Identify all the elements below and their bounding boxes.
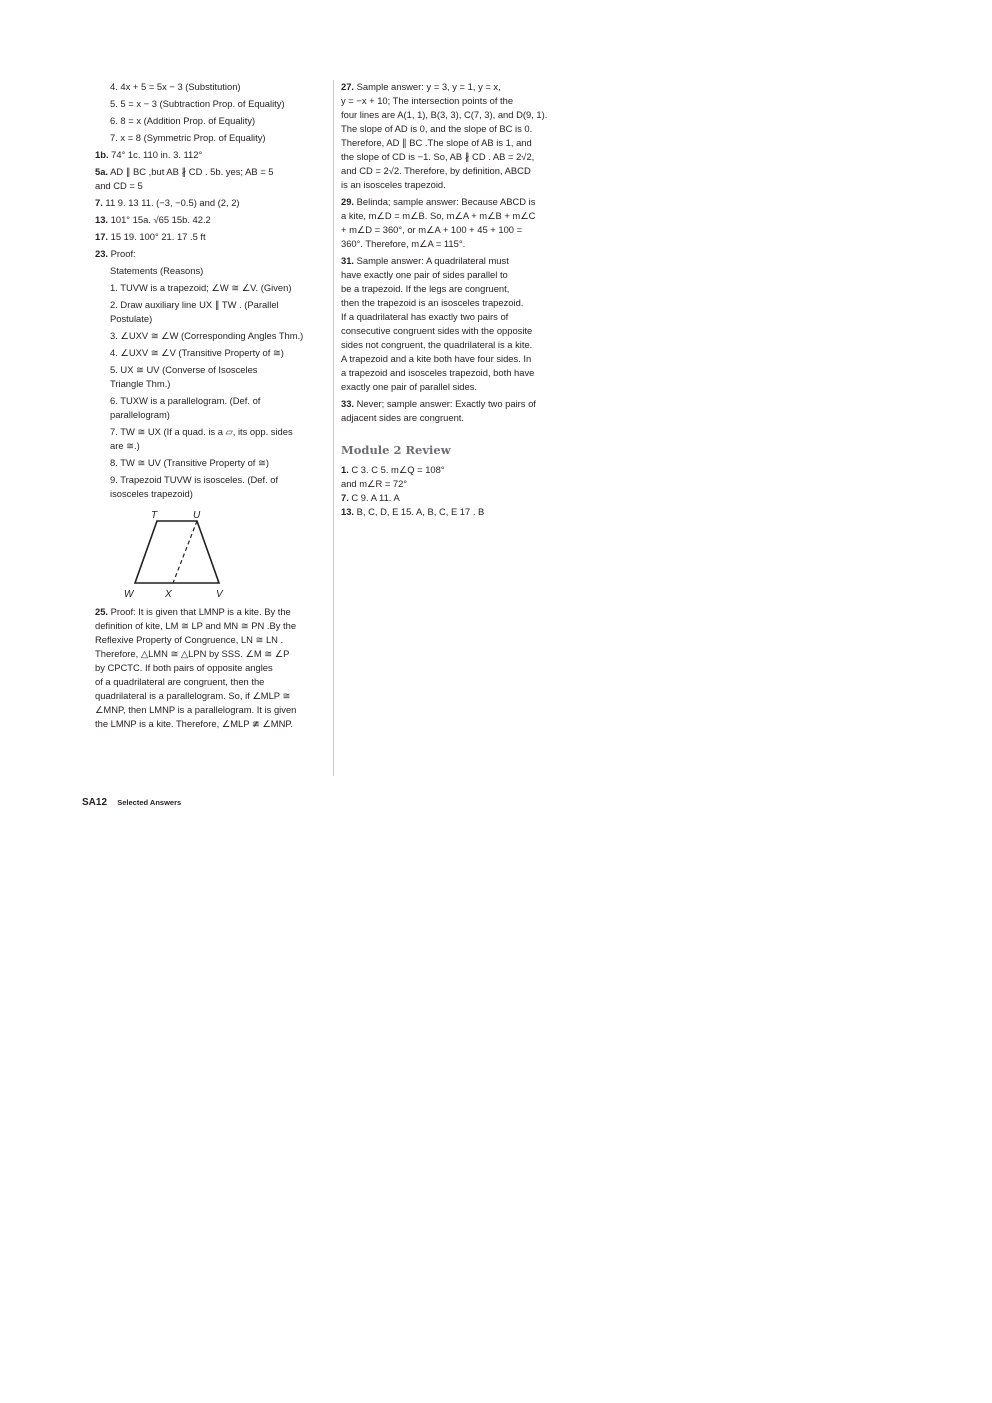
label-t: T — [151, 510, 158, 521]
answer-25-line: 25. Proof: It is given that LMNP is a kite. By the — [95, 606, 291, 617]
answer-23: 23. Proof: — [95, 248, 136, 259]
answer-25-line: of a quadrilateral are congruent, then the — [95, 676, 265, 687]
answer-5a: 5a. AD ∥ BC ,but AB ∦ CD . 5b. yes; AB = 5 — [95, 166, 274, 177]
proof-line: are ≅.) — [110, 440, 140, 451]
answer-27-line: is an isosceles trapezoid. — [341, 179, 446, 190]
module-review-heading: Module 2 Review — [341, 443, 451, 457]
trapezoid-diagram — [115, 507, 235, 599]
answer-29-line: 360°. Therefore, m∠A = 115°. — [341, 238, 466, 249]
answer-13: 13. 101° 15a. √65 15b. 42.2 — [95, 214, 211, 225]
answer-27-line: and CD = 2√2. Therefore, by definition, ABCD — [341, 165, 531, 176]
proof-line: parallelogram) — [110, 409, 170, 420]
answer-27-line: the slope of CD is −1. So, AB ∦ CD . AB = 2√2, — [341, 151, 535, 162]
answer-31-line: then the trapezoid is an isosceles trapezoid. — [341, 297, 524, 308]
answer-25-line: quadrilateral is a parallelogram. So, if ∠MLP ≅ — [95, 690, 291, 701]
proof-line: 6. TUXW is a parallelogram. (Def. of — [110, 395, 261, 406]
answer-27-line: The slope of AD is 0, and the slope of BC is 0. — [341, 123, 533, 134]
answer-33-line: 33. Never; sample answer: Exactly two pairs of — [341, 398, 536, 409]
proof-line: Postulate) — [110, 313, 153, 324]
answer-27-line: 27. Sample answer: y = 3, y = 1, y = x, — [341, 81, 501, 92]
answer-31-line: a trapezoid and isosceles trapezoid, both have — [341, 367, 535, 378]
answer-7: 7. 11 9. 13 11. (−3, −0.5) and (2, 2) — [95, 197, 240, 208]
right-column — [341, 80, 567, 519]
proof-line: Triangle Thm.) — [110, 378, 171, 389]
answer-25-line: by CPCTC. If both pairs of opposite angles — [95, 662, 273, 673]
answer-31-line: 31. Sample answer: A quadrilateral must — [341, 255, 509, 266]
label-v: V — [216, 589, 223, 599]
review-line: and m∠R = 72° — [341, 478, 408, 489]
review-line: 7. C 9. A 11. A — [341, 492, 400, 503]
answer-25-line: definition of kite, LM ≅ LP and MN ≅ PN .By the — [95, 620, 297, 631]
answer-17: 17. 15 19. 100° 21. 17 .5 ft — [95, 231, 206, 242]
proof-line: 8. TW ≅ UV (Transitive Property of ≅) — [110, 457, 269, 468]
proof-line: 4. ∠UXV ≅ ∠V (Transitive Property of ≅) — [110, 347, 284, 358]
proof-line: isosceles trapezoid) — [110, 488, 193, 499]
proof-line: 5. UX ≅ UV (Converse of Isosceles — [110, 364, 258, 375]
label-x: X — [165, 589, 172, 599]
page-number: SA12 — [82, 797, 108, 808]
answer-31-line: If a quadrilateral has exactly two pairs of — [341, 311, 509, 322]
answer-29-line: a kite, m∠D = m∠B. So, m∠A + m∠B + m∠C — [341, 210, 536, 221]
answer-25-line: Reflexive Property of Congruence, LN ≅ LN . — [95, 634, 284, 645]
answer-31-line: be a trapezoid. If the legs are congruent, — [341, 283, 510, 294]
answer-27-line: four lines are A(1, 1), B(3, 3), C(7, 3), and D(9, 1). — [341, 109, 548, 120]
proof-line: 7. TW ≅ UX (If a quad. is a ▱, its opp. sides — [110, 426, 293, 437]
left-column — [95, 80, 331, 731]
answer-31-line: have exactly one pair of sides parallel to — [341, 269, 508, 280]
answer-31-line: consecutive congruent sides with the opposite — [341, 325, 533, 336]
answer-25-line: Therefore, △LMN ≅ △LPN by SSS. ∠M ≅ ∠P — [95, 648, 290, 659]
answer-27-line: Therefore, AD ∥ BC .The slope of AB is 1, and — [341, 137, 532, 148]
label-w: W — [124, 589, 134, 599]
proof-line: 9. Trapezoid TUVW is isosceles. (Def. of — [110, 474, 279, 485]
answer-25-line: ∠MNP, then LMNP is a parallelogram. It is given — [95, 704, 297, 715]
answer-29-line: 29. Belinda; sample answer: Because ABCD is — [341, 196, 536, 207]
proof-step-6: 6. 8 = x (Addition Prop. of Equality) — [110, 115, 256, 126]
page-footer — [82, 797, 181, 809]
label-u: U — [193, 510, 201, 521]
proof-line: 2. Draw auxiliary line UX ∥ TW . (Parallel — [110, 299, 279, 310]
answer-31-line: exactly one pair of parallel sides. — [341, 381, 478, 392]
answer-5a-cont: and CD = 5 — [95, 180, 143, 191]
review-line: 13. B, C, D, E 15. A, B, C, E 17 . B — [341, 506, 485, 517]
column-divider — [333, 80, 334, 776]
proof-line: 3. ∠UXV ≅ ∠W (Corresponding Angles Thm.) — [110, 330, 304, 341]
footer-title: Selected Answers — [117, 798, 182, 807]
answer-1b: 1b. 74° 1c. 110 in. 3. 112° — [95, 149, 203, 160]
proof-step-4: 4. 4x + 5 = 5x − 3 (Substitution) — [110, 81, 241, 92]
answer-33-line: adjacent sides are congruent. — [341, 412, 464, 423]
auxiliary-line-ux — [173, 521, 197, 583]
proof-step-5: 5. 5 = x − 3 (Subtraction Prop. of Equality) — [110, 98, 285, 109]
answer-29-line: + m∠D = 360°, or m∠A + 100 + 45 + 100 = — [341, 224, 523, 235]
proof-step-7: 7. x = 8 (Symmetric Prop. of Equality) — [110, 132, 266, 143]
answer-27-line: y = −x + 10; The intersection points of the — [341, 95, 514, 106]
proof-header: Statements (Reasons) — [110, 265, 204, 276]
proof-line: 1. TUVW is a trapezoid; ∠W ≅ ∠V. (Given) — [110, 282, 292, 293]
answer-31-line: sides not congruent, the quadrilateral is a kite. — [341, 339, 533, 350]
answer-31-line: A trapezoid and a kite both have four sides. In — [341, 353, 532, 364]
answer-25-line: the LMNP is a kite. Therefore, ∠MLP ≇ ∠MNP. — [95, 718, 294, 729]
review-line: 1. C 3. C 5. m∠Q = 108° — [341, 464, 445, 475]
